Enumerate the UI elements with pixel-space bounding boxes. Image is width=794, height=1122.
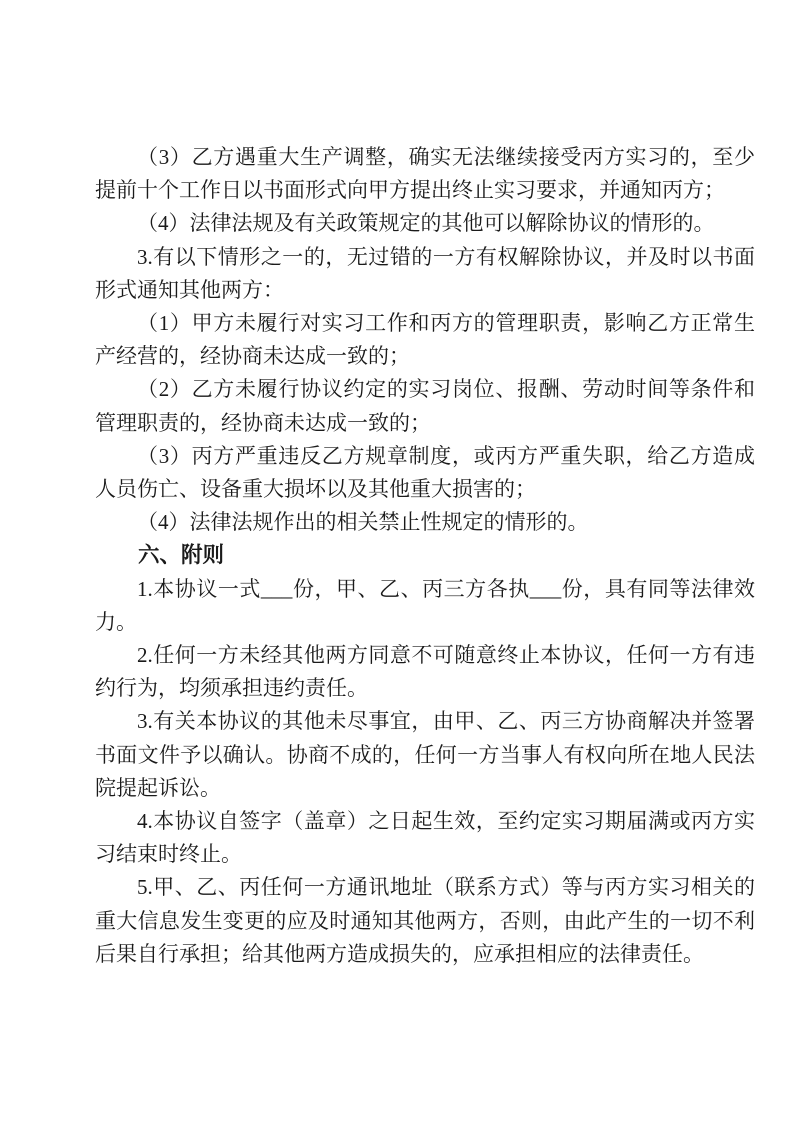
- clause-paragraph: （1）甲方未履行对实习工作和丙方的管理职责，影响乙方正常生产经营的，经协商未达成一致的；: [95, 311, 755, 369]
- document-content: [95, 141, 755, 971]
- clause-paragraph: 2.任何一方未经其他两方同意不可随意终止本协议，任何一方有违约行为，均须承担违约责任。: [95, 643, 755, 701]
- clause-paragraph: 4.本协议自签字（盖章）之日起生效，至约定实习期届满或丙方实习结束时终止。: [95, 809, 755, 867]
- clause-paragraph-with-blanks: 1.本协议一式___份，甲、乙、丙三方各执___份，具有同等法律效力。: [95, 576, 755, 634]
- section-heading-annex: 六、附则: [138, 543, 225, 568]
- clause-paragraph: 3.有以下情形之一的，无过错的一方有权解除协议，并及时以书面形式通知其他两方：: [95, 244, 755, 302]
- clause-paragraph: 3.有关本协议的其他未尽事宜，由甲、乙、丙三方协商解决并签署书面文件予以确认。协商不成的，任何一方当事人有权向所在地人民法院提起诉讼。: [95, 709, 755, 800]
- clause-paragraph: 5.甲、乙、丙任何一方通讯地址（联系方式）等与丙方实习相关的重大信息发生变更的应及时通知其他两方，否则，由此产生的一切不利后果自行承担；给其他两方造成损失的，应承担相应的法律责任。: [95, 875, 755, 966]
- clause-paragraph: （4）法律法规及有关政策规定的其他可以解除协议的情形的。: [137, 211, 715, 236]
- clause-paragraph: （4）法律法规作出的相关禁止性规定的情形的。: [137, 510, 589, 535]
- clause-paragraph: （3）乙方遇重大生产调整，确实无法继续接受丙方实习的，至少提前十个工作日以书面形式向甲方提出终止实习要求，并通知丙方；: [95, 145, 755, 203]
- clause-paragraph: （3）丙方严重违反乙方规章制度，或丙方严重失职，给乙方造成人员伤亡、设备重大损坏以及其他重大损害的；: [95, 443, 755, 502]
- clause-paragraph: （2）乙方未履行协议约定的实习岗位、报酬、劳动时间等条件和管理职责的，经协商未达成一致的；: [95, 377, 755, 435]
